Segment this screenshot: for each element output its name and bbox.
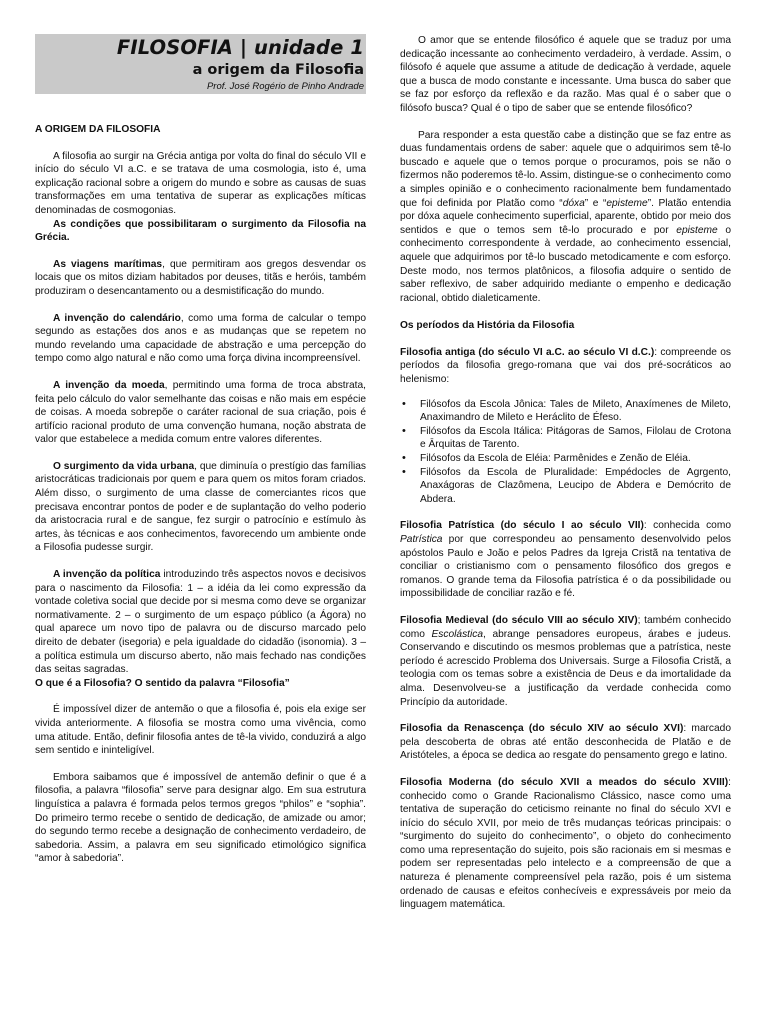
paragraph-moeda	[35, 379, 366, 447]
document-subtitle: a origem da Filosofia	[192, 62, 364, 78]
text-moderna: : conhecido como o Grande Racionalismo Clássico, nasce como uma tentativa de superação do ceticismo reinante no final do século XVI e início do século XVII, por meio de três mudanças teóricas principais: o “surgimento do sujeito do conhecimento”, o objeto do conhecimento como uma representação do sujeito, pois são racionais em si mesmas e podem ser representadas pelo intelecto e a compreensão de que a natureza é plenamente compreensível pela razão, pois é um sistema ordenado de causas e efeitos conhecíveis e expressáveis por meio da linguagem matemática.	[400, 776, 731, 911]
paragraph-moderna	[400, 776, 731, 912]
term-medieval: Filosofia Medieval (do século VIII ao século XIV)	[400, 614, 638, 626]
paragraph-medieval	[400, 614, 731, 709]
section-title-o-que-e: O que é a Filosofia? O sentido da palavra “Filosofia”	[35, 677, 290, 689]
term-doxa: dóxa	[562, 197, 585, 209]
text-calendario: , como uma forma de calcular o tempo segundo as estações dos anos e as mudanças que se repetem no mundo revelando uma capacidade de abstração e uma percepção do tempo como algo natural e não como uma força divina incompreensível.	[35, 312, 366, 365]
text-medieval-a: ; também conhecido como	[400, 614, 731, 640]
term-viagens: As viagens marítimas	[53, 258, 163, 270]
text-resposta-c: ”. Platão entendia por dóxa aquele conhecimento superficial, aparente, obtido por meio dos sentidos e que o temos sem tê-lo procurado e por	[400, 197, 731, 236]
list-escolas	[400, 398, 731, 507]
list-item: • Filósofos da Escola Jônica: Tales de Mileto, Anaxímenes de Mileto, Anaximandro de Mileto e Heráclito de Éfeso.	[400, 398, 731, 425]
paragraph-impossivel: É impossível dizer de antemão o que a filosofia é, pois ela exige ser vivida anteriormente. A filosofia se mostra como uma vivência, como uma atitude. Então, definir filosofia antes de tê-la vivido, conduzirá a algo sem sentido e ininteligível.	[35, 704, 366, 757]
term-calendario: A invenção do calendário	[53, 312, 181, 324]
text-resposta-d: o conhecimento correspondente à verdade, ao conhecimento essencial, aquele que adquirimos por tê-lo buscado metodicamente e com esforço. Deste modo, nos termos platônicos, a filosofia adquire o sentido de saber reflexivo, de saber adquirido mediante o empenho e dedicação racional, obtido dialeticamente.	[400, 224, 732, 304]
text-patristica-b: por que correspondeu ao pensamento desenvolvido pelos apóstolos Paulo e João e pelos Padres da Igreja Cristã na tentativa de conciliar o cristianismo com o pensamento filosófico dos gregos e romanos. O grande tema da Filosofia patrística é o da possibilidade ou impossibilidade de conciliar razão e fé.	[400, 534, 731, 600]
section-title-condicoes: As condições que possibilitaram o surgimento da Filosofia na Grécia.	[35, 218, 366, 244]
term-antiga: Filosofia antiga (do século VI a.C. ao século VI d.C.)	[400, 346, 655, 358]
text-urbana: , que diminuía o prestígio das famílias aristocráticas tradicionais por quem e para quem os mitos foram criados. Além disso, o surgimento de uma classe de comerciantes ricos que precisava encontrar pontos de poder e de suplantação do velho poderio da aristocracia rural e de sangue, fez surgir o patrocínio e estímulo às artes, às técnicas e aos conhecimentos, favorecendo um ambiente onde a Filosofia pudesse surgir.	[35, 460, 366, 554]
term-moeda: A invenção da moeda	[53, 379, 165, 391]
list-item: • Filósofos da Escola de Pluralidade: Empédocles de Agrgento, Anaxágoras de Clazômena, Leucipo de Abdera e Demócrito de Abdera.	[400, 466, 731, 507]
text-resposta-a: Para responder a esta questão cabe a distinção que se faz entre as duas fundamentais ordens de saber: aquele que o adquirimos sem tê-lo buscado e aquele que o temos porque o procuramos, pois se não o fizermos não poderemos tê-lo. Assim, distingue-se o conhecimento como a simples opinião e o conhecimento racionalmente bem fundamentado que foi definida por Platão como “	[400, 129, 731, 209]
term-renascenca: Filosofia da Renascença (do século XIV ao século XVI)	[400, 723, 684, 735]
paragraph-resposta	[400, 129, 731, 306]
text-resposta-b: ” e “	[584, 197, 607, 209]
term-episteme: episteme	[606, 197, 648, 209]
text-moeda: , permitindo uma forma de troca abstrata, feita pelo cálculo do valor semelhante das coisas e não mais em espécie de coisas. A moeda sobrepõe o caráter racional de sua criação, pois é artifício racional produto de uma convenção humana, noção abstrata de valor que estabelece a medida comum entre valores diferentes.	[35, 379, 367, 446]
term-politica: A invenção da política	[53, 569, 161, 581]
paragraph-urbana	[35, 460, 366, 555]
section-title-periodos: Os períodos da História da Filosofia	[400, 320, 575, 332]
paragraph-calendario	[35, 312, 366, 366]
left-column	[35, 34, 366, 866]
paragraph-amor: O amor que se entende filosófico é aquele que se traduz por uma dedicação incessante ao conhecimento verdadeiro, à verdade. Assim, o filósofo é aquele que assume a atitude de dedicação à verdade, aquele que a busca de modo constante e incessante. Uma busca do saber que se faz por esforço da reflexão e da razão. Mas qual é o saber que o filósofo busca? Qual é o tipo de saber que se entende filosófico?	[400, 35, 731, 114]
term-episteme-2: episteme	[676, 224, 718, 236]
paragraph-patristica	[400, 519, 731, 601]
list-item: • Filósofos da Escola Itálica: Pitágoras de Samos, Filolau de Crotona e Ārquitas de Tarento.	[400, 425, 731, 452]
paragraph-politica	[35, 568, 366, 677]
paragraph-antiga	[400, 346, 731, 387]
term-patristica: Filosofia Patrística (do século I ao século VII)	[400, 520, 644, 532]
header-box	[35, 34, 366, 94]
term-urbana: O surgimento da vida urbana	[53, 460, 195, 472]
paragraph-embora: Embora saibamos que é impossível de antemão definir o que é a filosofia, a palavra “filosofia” serve para designar algo. Em sua estrutura linguística a palavra é formada pelos termos gregos “philos” e “sophia”. Do primeiro termo recebe o sentido de dedicação, de amizade ou amor; do segundo termo recebe a designação de conhecimento verdadeiro, de sabedoria. Assim, a palavra em seu significado etimológico significa “amor à sabedoria”.	[35, 771, 366, 865]
term-patristica-italic: Patrística	[400, 534, 443, 545]
paragraph-viagens	[35, 258, 366, 299]
document-title: FILOSOFIA | unidade 1	[116, 36, 364, 59]
right-column	[400, 34, 731, 912]
term-moderna: Filosofia Moderna (do século XVII a meados do século XVIII)	[400, 776, 729, 788]
paragraph-renascenca	[400, 722, 731, 763]
text-politica: introduzindo três aspectos novos e decisivos para o nascimento da Filosofia: 1 – a idéia da lei como expressão da vontade coletiva social que decide por si mesma como deve se organizar normativamente. 2 – o surgimento de um espaço público (a Ágora) no qual aparece um novo tipo de palavra ou de discurso marcado pelo direito de debater (isegoria) e pela igualdade do cidadão (isonomia). 3 – a política estimula um discurso aberto, não mais fechado nas condições das seitas sagradas.	[35, 569, 366, 676]
text-antiga: : compreende os períodos da filosofia grego-romana que vai dos pré-socráticos ao helenismo:	[400, 346, 731, 386]
term-escolastica: Escolástica	[431, 628, 484, 640]
paragraph-intro: A filosofia ao surgir na Grécia antiga por volta do final do século VII e início do século VI a.C. e se tratava de uma cosmologia, isto é, uma explicação racional sobre a origem do mundo e sobre as causas de suas transformações em uma tentativa de superar as explicações míticas denominadas de cosmogonias.	[35, 150, 366, 216]
text-renascenca: : marcado pela descoberta de obras até então desconhecida de Platão e de Aristóteles, a época se dedica ao resgate do pensamento grego e latino.	[400, 723, 732, 762]
text-patristica-a: : conhecida como	[643, 520, 731, 532]
section-title-origem: A ORIGEM DA FILOSOFIA	[35, 124, 161, 135]
list-item: • Filósofos da Escola de Eléia: Parmênides e Zenão de Eléia.	[400, 452, 731, 466]
text-viagens: , que permitiram aos gregos desvendar os locais que os mitos diziam habitados por deuses, titãs e heróis, também produziram o desencantamento ou a desmistificação do mundo.	[35, 258, 366, 297]
text-medieval-b: , abrange pensadores europeus, árabes e judeus. Conservando e discutindo os mesmos problemas que a patrística, neste período é acrescido Problema dos Universais. Surge a Filosofia Cristã, a teologia com os temas sobre a existência de Deus e da imortalidade da alma. Desenvolveu-se a justificação da verdade conhecida como Princípio da autoridade.	[400, 628, 731, 708]
author-line: Prof. José Rogério de Pinho Andrade	[206, 81, 364, 92]
